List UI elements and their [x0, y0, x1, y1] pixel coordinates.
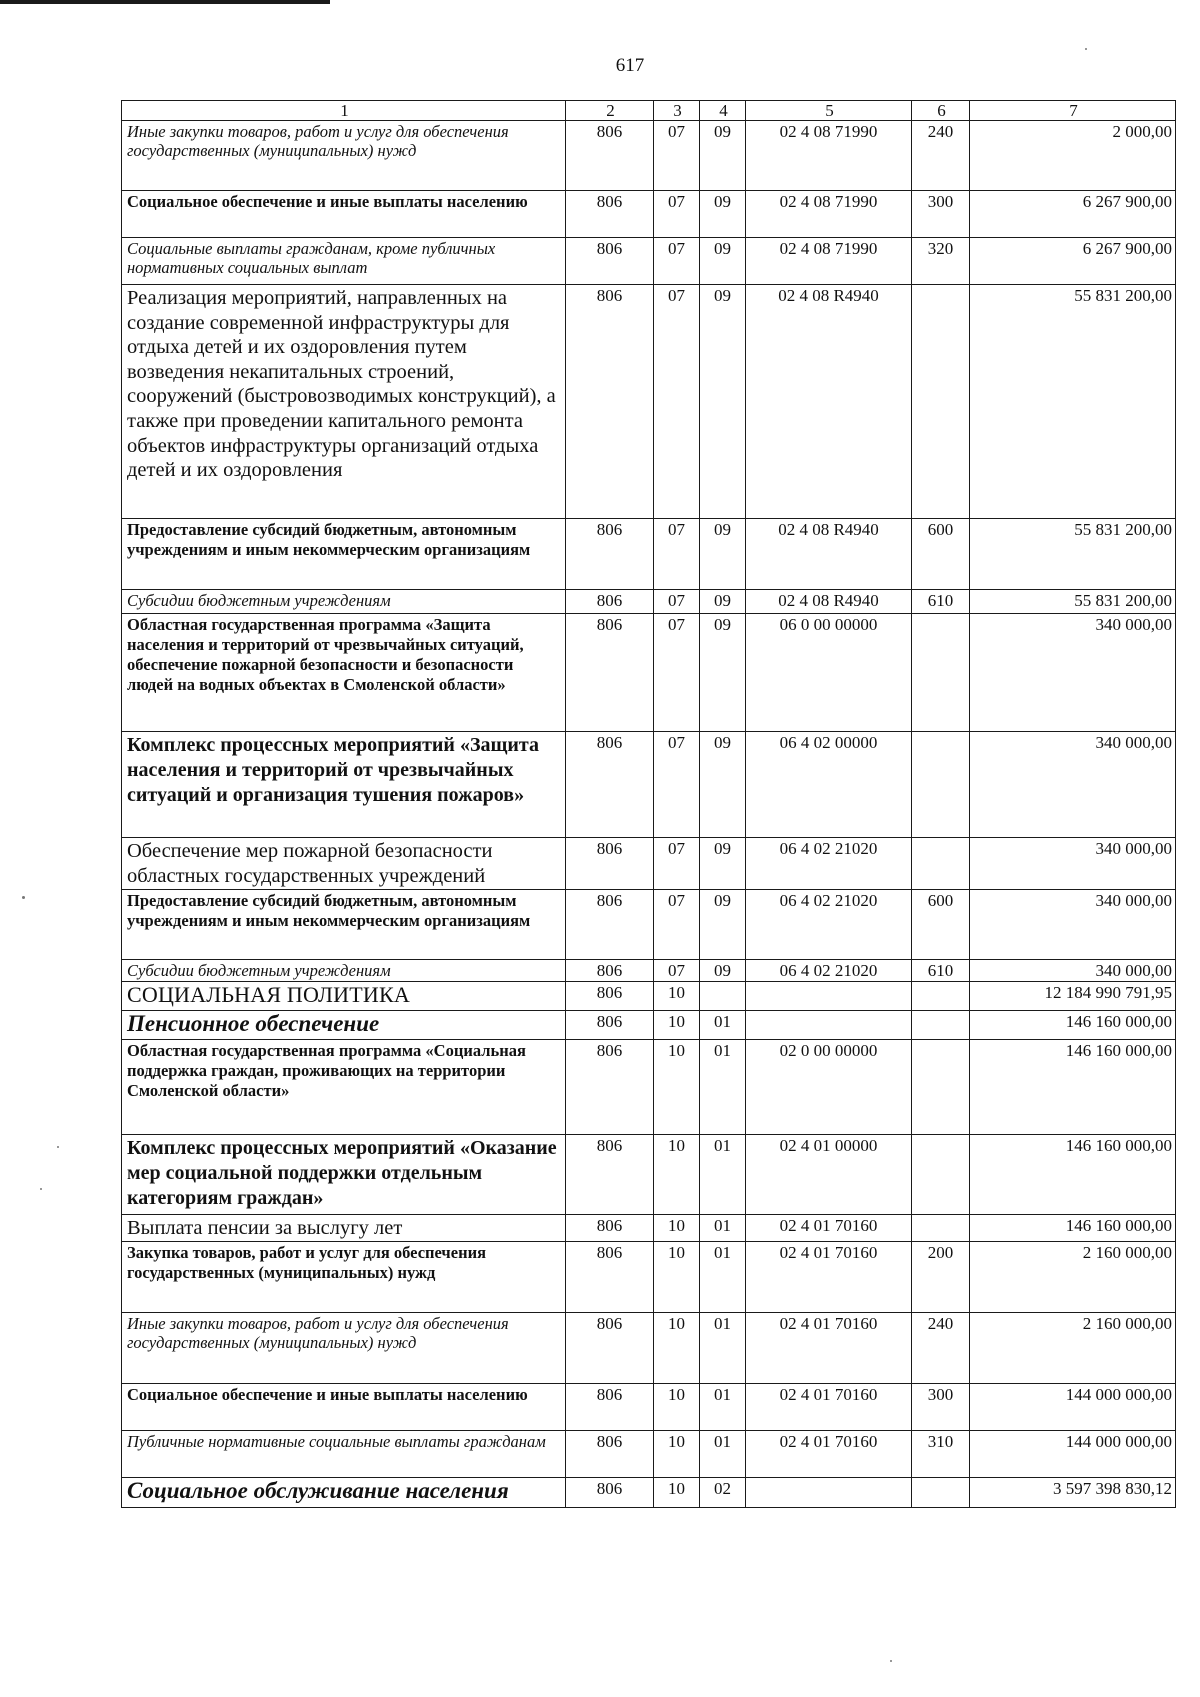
row-code: 806	[566, 191, 654, 238]
row-amount: 144 000 000,00	[970, 1383, 1176, 1430]
row-expense-type: 610	[912, 960, 970, 982]
row-expense-type: 610	[912, 590, 970, 614]
row-code: 806	[566, 1040, 654, 1135]
row-expense-type	[912, 1135, 970, 1215]
table-row	[122, 285, 1176, 519]
scan-speck	[40, 1188, 42, 1190]
row-name: Социальное обслуживание населения	[122, 1477, 566, 1507]
row-section: 07	[654, 238, 700, 285]
row-expense-type: 600	[912, 519, 970, 590]
table-row	[122, 1011, 1176, 1040]
row-subsection: 01	[700, 1383, 746, 1430]
row-code: 806	[566, 1383, 654, 1430]
table-row	[122, 1312, 1176, 1383]
row-expense-type	[912, 285, 970, 519]
row-expense-type: 310	[912, 1430, 970, 1477]
scan-speck	[1085, 48, 1087, 50]
row-target	[746, 982, 912, 1011]
row-target: 02 4 08 71990	[746, 121, 912, 191]
row-section: 10	[654, 982, 700, 1011]
row-expense-type: 300	[912, 1383, 970, 1430]
header-cell: 2	[566, 101, 654, 121]
row-expense-type: 300	[912, 191, 970, 238]
header-cell: 7	[970, 101, 1176, 121]
row-name: Субсидии бюджетным учреждениям	[122, 590, 566, 614]
row-code: 806	[566, 1215, 654, 1242]
row-code: 806	[566, 1135, 654, 1215]
row-amount: 6 267 900,00	[970, 238, 1176, 285]
row-section: 10	[654, 1430, 700, 1477]
row-amount: 340 000,00	[970, 614, 1176, 732]
row-subsection: 09	[700, 614, 746, 732]
row-subsection: 09	[700, 732, 746, 838]
row-section: 10	[654, 1011, 700, 1040]
row-amount: 55 831 200,00	[970, 519, 1176, 590]
row-section: 10	[654, 1312, 700, 1383]
table-row	[122, 191, 1176, 238]
row-name: Областная государственная программа «Защита населения и территорий от чрезвычайных ситуаций, обеспечение пожарной безопасности и безопасности людей на водных объектах в Смоленской области»	[122, 614, 566, 732]
table-row	[122, 1215, 1176, 1242]
row-target: 06 4 02 21020	[746, 838, 912, 890]
row-name: Иные закупки товаров, работ и услуг для обеспечения государственных (муниципальных) нужд	[122, 1312, 566, 1383]
row-expense-type	[912, 732, 970, 838]
row-subsection: 01	[700, 1241, 746, 1312]
row-target: 02 4 01 00000	[746, 1135, 912, 1215]
row-code: 806	[566, 838, 654, 890]
row-subsection: 09	[700, 519, 746, 590]
row-code: 806	[566, 519, 654, 590]
header-cell: 5	[746, 101, 912, 121]
row-amount: 144 000 000,00	[970, 1430, 1176, 1477]
scan-speck	[57, 1146, 59, 1148]
row-expense-type	[912, 614, 970, 732]
row-name: Социальные выплаты гражданам, кроме публичных нормативных социальных выплат	[122, 238, 566, 285]
row-amount: 2 160 000,00	[970, 1241, 1176, 1312]
row-name: Иные закупки товаров, работ и услуг для обеспечения государственных (муниципальных) нужд	[122, 121, 566, 191]
row-section: 07	[654, 519, 700, 590]
table-row	[122, 1430, 1176, 1477]
header-cell: 6	[912, 101, 970, 121]
row-name: Областная государственная программа «Социальная поддержка граждан, проживающих на территории Смоленской области»	[122, 1040, 566, 1135]
row-code: 806	[566, 890, 654, 960]
table-row	[122, 838, 1176, 890]
row-name: Выплата пенсии за выслугу лет	[122, 1215, 566, 1242]
row-target: 02 4 01 70160	[746, 1215, 912, 1242]
row-target: 02 4 08 71990	[746, 191, 912, 238]
row-target: 02 4 08 R4940	[746, 590, 912, 614]
row-code: 806	[566, 960, 654, 982]
row-amount: 146 160 000,00	[970, 1040, 1176, 1135]
row-name: Реализация мероприятий, направленных на создание современной инфраструктуры для отдыха детей и их оздоровления путем возведения некапитальных строений, сооружений (быстровозводимых конструкций), а также при проведении капитального ремонта объектов инфраструктуры организаций отдыха детей и их оздоровления	[122, 285, 566, 519]
row-expense-type: 320	[912, 238, 970, 285]
row-section: 07	[654, 838, 700, 890]
row-subsection: 09	[700, 121, 746, 191]
row-expense-type	[912, 982, 970, 1011]
row-target: 02 4 08 R4940	[746, 519, 912, 590]
table-row	[122, 1241, 1176, 1312]
row-section: 10	[654, 1241, 700, 1312]
row-name: Социальное обеспечение и иные выплаты населению	[122, 191, 566, 238]
table-header-row	[122, 101, 1176, 121]
row-amount: 340 000,00	[970, 732, 1176, 838]
row-target: 06 0 00 00000	[746, 614, 912, 732]
row-code: 806	[566, 285, 654, 519]
row-subsection: 09	[700, 890, 746, 960]
row-name: Обеспечение мер пожарной безопасности областных государственных учреждений	[122, 838, 566, 890]
row-name: Комплекс процессных мероприятий «Оказание мер социальной поддержки отдельным категориям граждан»	[122, 1135, 566, 1215]
row-amount: 146 160 000,00	[970, 1215, 1176, 1242]
row-amount: 340 000,00	[970, 838, 1176, 890]
row-target	[746, 1011, 912, 1040]
row-name: Субсидии бюджетным учреждениям	[122, 960, 566, 982]
scan-edge-mark	[0, 0, 330, 4]
row-subsection: 09	[700, 590, 746, 614]
row-amount: 55 831 200,00	[970, 590, 1176, 614]
row-section: 07	[654, 590, 700, 614]
table-row	[122, 732, 1176, 838]
row-section: 07	[654, 960, 700, 982]
row-code: 806	[566, 614, 654, 732]
row-code: 806	[566, 982, 654, 1011]
row-name: СОЦИАЛЬНАЯ ПОЛИТИКА	[122, 982, 566, 1011]
row-section: 10	[654, 1477, 700, 1507]
row-name: Предоставление субсидий бюджетным, автономным учреждениям и иным некоммерческим организациям	[122, 519, 566, 590]
row-subsection: 09	[700, 838, 746, 890]
table-row	[122, 982, 1176, 1011]
row-subsection	[700, 982, 746, 1011]
budget-table	[121, 100, 1176, 1508]
row-code: 806	[566, 590, 654, 614]
row-expense-type	[912, 1040, 970, 1135]
row-expense-type	[912, 1215, 970, 1242]
row-target: 02 4 08 71990	[746, 238, 912, 285]
row-code: 806	[566, 1241, 654, 1312]
row-subsection: 09	[700, 285, 746, 519]
row-code: 806	[566, 1312, 654, 1383]
row-section: 10	[654, 1040, 700, 1135]
row-amount: 146 160 000,00	[970, 1011, 1176, 1040]
row-target: 02 4 08 R4940	[746, 285, 912, 519]
row-expense-type	[912, 1011, 970, 1040]
row-subsection: 01	[700, 1430, 746, 1477]
row-expense-type: 240	[912, 121, 970, 191]
row-target: 02 4 01 70160	[746, 1430, 912, 1477]
row-target: 06 4 02 21020	[746, 890, 912, 960]
row-subsection: 01	[700, 1215, 746, 1242]
row-code: 806	[566, 1477, 654, 1507]
table-row	[122, 1383, 1176, 1430]
row-section: 07	[654, 191, 700, 238]
row-target: 02 0 00 00000	[746, 1040, 912, 1135]
row-subsection: 09	[700, 191, 746, 238]
row-amount: 340 000,00	[970, 890, 1176, 960]
table-row	[122, 590, 1176, 614]
row-target: 06 4 02 21020	[746, 960, 912, 982]
row-subsection: 02	[700, 1477, 746, 1507]
row-name: Комплекс процессных мероприятий «Защита населения и территорий от чрезвычайных ситуаций и организация тушения пожаров»	[122, 732, 566, 838]
row-target: 06 4 02 00000	[746, 732, 912, 838]
header-cell: 4	[700, 101, 746, 121]
row-target: 02 4 01 70160	[746, 1383, 912, 1430]
row-amount: 2 000,00	[970, 121, 1176, 191]
row-amount: 3 597 398 830,12	[970, 1477, 1176, 1507]
table-row	[122, 238, 1176, 285]
row-name: Социальное обеспечение и иные выплаты населению	[122, 1383, 566, 1430]
row-section: 07	[654, 614, 700, 732]
row-subsection: 01	[700, 1312, 746, 1383]
row-section: 10	[654, 1135, 700, 1215]
row-subsection: 01	[700, 1040, 746, 1135]
header-cell: 1	[122, 101, 566, 121]
row-expense-type: 240	[912, 1312, 970, 1383]
row-subsection: 01	[700, 1011, 746, 1040]
table-row	[122, 890, 1176, 960]
row-section: 07	[654, 890, 700, 960]
row-expense-type	[912, 1477, 970, 1507]
row-expense-type: 200	[912, 1241, 970, 1312]
row-code: 806	[566, 238, 654, 285]
table-row	[122, 614, 1176, 732]
row-section: 10	[654, 1215, 700, 1242]
scan-speck	[890, 1660, 892, 1662]
page-number: 617	[615, 55, 645, 76]
row-amount: 6 267 900,00	[970, 191, 1176, 238]
row-amount: 55 831 200,00	[970, 285, 1176, 519]
row-name: Предоставление субсидий бюджетным, автономным учреждениям и иным некоммерческим организациям	[122, 890, 566, 960]
row-section: 10	[654, 1383, 700, 1430]
row-subsection: 09	[700, 960, 746, 982]
table-row	[122, 960, 1176, 982]
header-cell: 3	[654, 101, 700, 121]
scan-speck	[22, 896, 25, 899]
row-section: 07	[654, 732, 700, 838]
row-target: 02 4 01 70160	[746, 1312, 912, 1383]
row-amount: 340 000,00	[970, 960, 1176, 982]
table-row	[122, 121, 1176, 191]
row-section: 07	[654, 285, 700, 519]
row-name: Публичные нормативные социальные выплаты гражданам	[122, 1430, 566, 1477]
row-code: 806	[566, 1430, 654, 1477]
row-amount: 12 184 990 791,95	[970, 982, 1176, 1011]
row-subsection: 09	[700, 238, 746, 285]
row-section: 07	[654, 121, 700, 191]
row-name: Пенсионное обеспечение	[122, 1011, 566, 1040]
row-target: 02 4 01 70160	[746, 1241, 912, 1312]
table-row	[122, 1477, 1176, 1507]
row-code: 806	[566, 732, 654, 838]
row-code: 806	[566, 1011, 654, 1040]
table-row	[122, 1135, 1176, 1215]
row-target	[746, 1477, 912, 1507]
table-row	[122, 1040, 1176, 1135]
row-amount: 2 160 000,00	[970, 1312, 1176, 1383]
row-expense-type: 600	[912, 890, 970, 960]
row-subsection: 01	[700, 1135, 746, 1215]
table-row	[122, 519, 1176, 590]
row-name: Закупка товаров, работ и услуг для обеспечения государственных (муниципальных) нужд	[122, 1241, 566, 1312]
row-code: 806	[566, 121, 654, 191]
row-amount: 146 160 000,00	[970, 1135, 1176, 1215]
row-expense-type	[912, 838, 970, 890]
